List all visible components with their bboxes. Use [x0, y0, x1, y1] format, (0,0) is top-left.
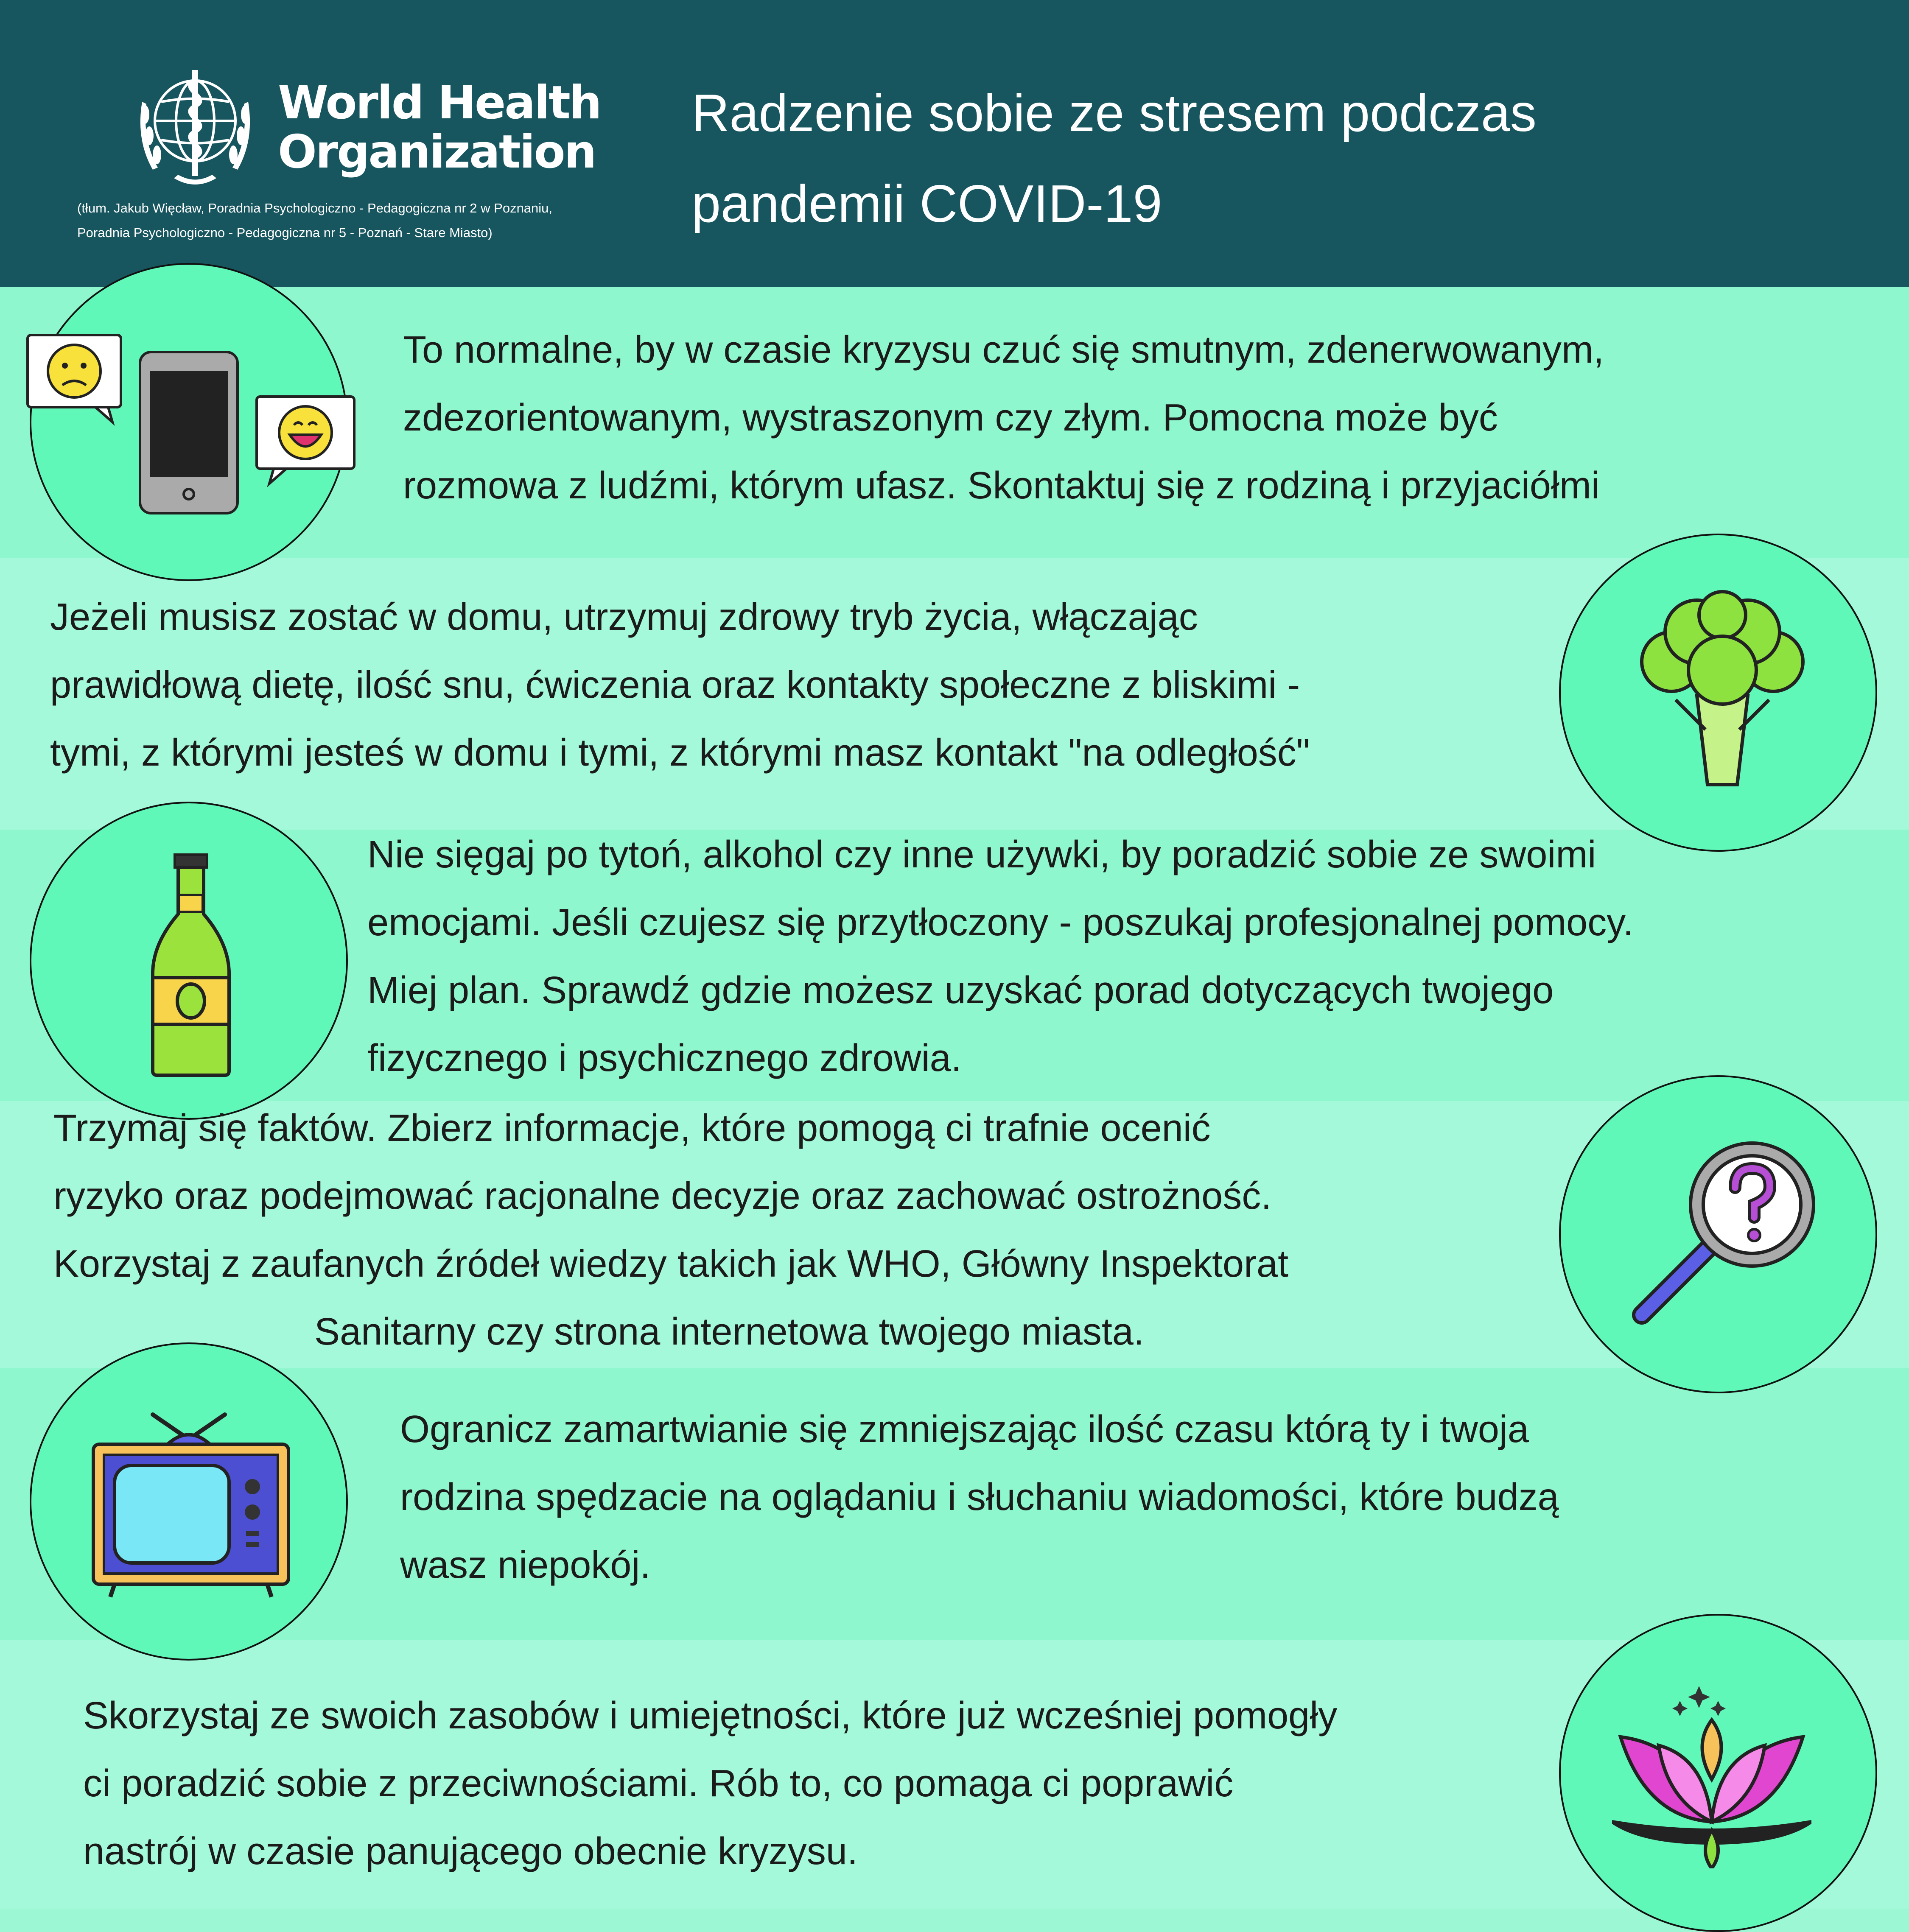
- text-line: ci poradzić sobie z przeciwnościami. Rób to, co pomaga ci poprawić: [83, 1762, 1234, 1805]
- lotus-icon: [1612, 1682, 1811, 1868]
- translation-line: Poradnia Psychologiczno - Pedagogiczna nr 5 - Poznań - Stare Miasto): [77, 225, 493, 240]
- text-line: rodzina spędzacie na oglądaniu i słuchaniu wiadomości, które budzą: [400, 1476, 1559, 1518]
- text-line: Nie sięgaj po tytoń, alkohol czy inne używki, by poradzić sobie ze swoimi: [367, 833, 1596, 876]
- text-line: prawidłową dietę, ilość snu, ćwiczenia oraz kontakty społeczne z bliskimi -: [50, 664, 1300, 706]
- broccoli-icon: [1633, 590, 1811, 793]
- text-line: emocjami. Jeśli czujesz się przytłoczony - poszukaj profesjonalnej pomocy.: [367, 901, 1634, 944]
- text-line: Miej plan. Sprawdź gdzie możesz uzyskać porad dotyczących twojego: [367, 969, 1554, 1012]
- phone-chat-icon: [23, 331, 363, 517]
- tv-icon: [89, 1412, 297, 1599]
- text-line: rozmowa z ludźmi, którym ufasz. Skontaktuj się z rodziną i przyjaciółmi: [403, 464, 1600, 507]
- text-line: Skorzystaj ze swoich zasobów i umiejętności, które już wcześniej pomogły: [83, 1694, 1338, 1737]
- text-line: fizycznego i psychicznego zdrowia.: [367, 1037, 962, 1079]
- tip-3-text: [367, 821, 1634, 1092]
- org-name-line: World Health: [278, 76, 601, 129]
- text-line: Ogranicz zamartwianie się zmniejszając ilość czasu którą ty i twoja: [400, 1408, 1529, 1451]
- header-banner: [0, 0, 1909, 287]
- title-line: pandemii COVID-19: [691, 175, 1162, 233]
- tip-2-text: [50, 583, 1310, 787]
- text-line: ryzyko oraz podejmować racjonalne decyzje oraz zachować ostrożność.: [53, 1175, 1272, 1217]
- tip-4-text: [53, 1094, 1288, 1366]
- text-line: nastrój w czasie panującego obecnie kryzysu.: [83, 1830, 858, 1873]
- tip-1-text: [403, 316, 1604, 520]
- text-line: zdezorientowanym, wystraszonym czy złym. Pomocna może być: [403, 397, 1498, 439]
- translation-credit: [77, 196, 629, 245]
- who-emblem-icon: [127, 64, 263, 191]
- page-title: [691, 68, 1816, 249]
- magnifier-question-icon: [1616, 1137, 1824, 1336]
- text-line: Korzystaj z zaufanych źródeł wiedzy takich jak WHO, Główny Inspektorat: [53, 1243, 1289, 1285]
- text-line: wasz niepokój.: [400, 1544, 651, 1586]
- text-line: Trzymaj się faktów. Zbierz informacje, które pomogą ci trafnie ocenić: [53, 1107, 1211, 1149]
- text-line: To normalne, by w czasie kryzysu czuć się smutnym, zdenerwowanym,: [403, 329, 1604, 371]
- text-line: tymi, z którymi jesteś w domu i tymi, z którymi masz kontakt "na odległość": [50, 732, 1310, 774]
- tip-6-text: [83, 1682, 1337, 1885]
- bottle-icon: [148, 850, 233, 1079]
- tip-5-text: [400, 1395, 1559, 1599]
- org-name-line: Organization: [278, 126, 596, 179]
- text-line: Jeżeli musisz zostać w domu, utrzymuj zdrowy tryb życia, włączając: [50, 596, 1198, 638]
- title-line: Radzenie sobie ze stresem podczas: [691, 84, 1537, 143]
- translation-line: (tłum. Jakub Więcław, Poradnia Psychologiczno - Pedagogiczna nr 2 w Poznaniu,: [77, 201, 553, 215]
- organization-name: [278, 78, 601, 177]
- text-line: Sanitarny czy strona internetowa twojego miasta.: [314, 1311, 1144, 1353]
